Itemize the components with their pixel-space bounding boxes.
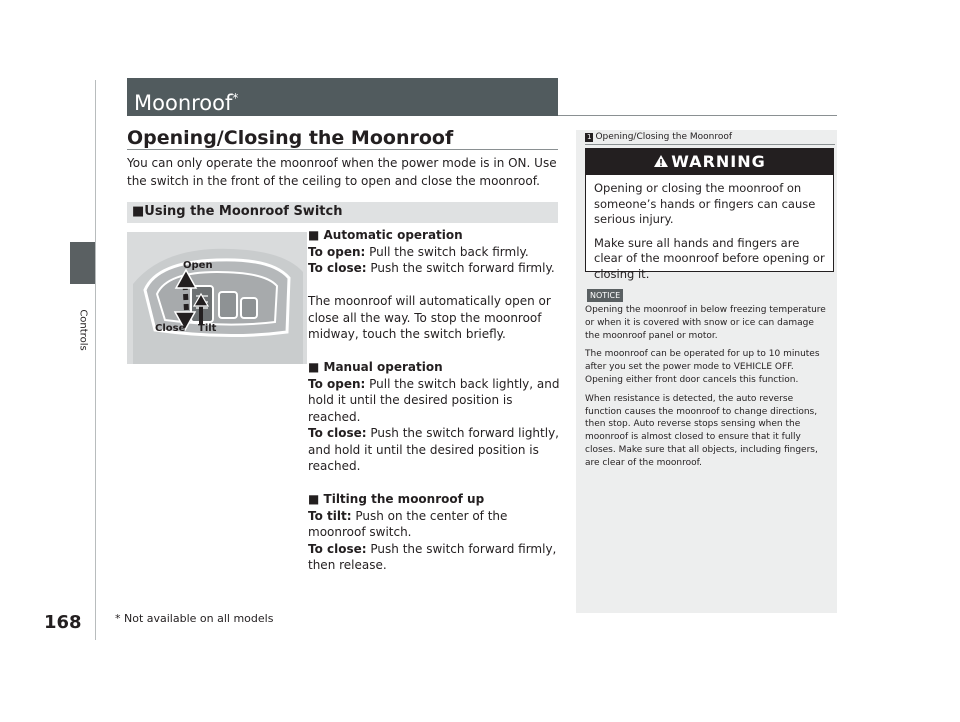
warning-triangle-icon — [653, 154, 669, 168]
tilt-label: Tilt — [198, 323, 217, 334]
warning-box — [585, 148, 834, 281]
availability-marker: * — [232, 91, 239, 105]
banner-title: Moonroof* — [134, 91, 239, 115]
manual-open-text: Pull the switch back lightly, and hold it until the desired position is reached. — [308, 376, 560, 424]
warning-text-2: Make sure all hands and fingers are clear of the moonroof before opening or closing it. — [594, 235, 825, 281]
page-heading: Opening/Closing the Moonroof — [127, 127, 454, 149]
instructions-column — [308, 227, 560, 590]
warning-text-1: Opening or closing the moonroof on someone’s hands or fingers can cause serious injury. — [594, 181, 816, 226]
tilt-operation-block — [308, 491, 560, 574]
sidebar-divider — [95, 80, 96, 640]
close-label: Close — [155, 323, 186, 334]
manual-close-text: Push the switch forward lightly, and hold it until the desired position is reached. — [308, 426, 559, 473]
notes-para-2: The moonroof can be operated for up to 10 minutes after you set the power mode to VEHICLE OFF. Opening either front door cancels this function. — [585, 349, 820, 385]
intro-paragraph: You can only operate the moonroof when the power mode is in ON. Use the switch in the front of the ceiling to open and close the moonroof. — [127, 156, 557, 188]
notes-reference — [585, 132, 732, 142]
subsection-heading — [127, 202, 558, 223]
reference-marker: 1 — [587, 133, 592, 141]
banner-rule — [558, 115, 837, 116]
manual-open-label: To open: — [308, 376, 366, 391]
notes-para-3: When resistance is detected, the auto reverse function causes the moonroof to change directions, then stop. Auto reverse stops sensing when the moonroof is almost closed to ensure that it fully closes. Make sure that all objects, including fingers, are clear of the moonroof. — [585, 393, 818, 468]
warning-text — [594, 181, 830, 290]
tilt-text: Push on the center of the moonroof switch. — [308, 508, 508, 539]
auto-open-text: Pull the switch back firmly. — [365, 244, 529, 259]
auto-note: The moonroof will automatically open or close all the way. To stop the moonroof midway, touch the switch briefly. — [308, 294, 551, 341]
auto-close-text: Push the switch forward firmly. — [366, 261, 555, 275]
auto-open-label: To open: — [308, 244, 366, 259]
page-number: 168 — [44, 612, 82, 633]
notes-body — [585, 304, 830, 476]
manual-operation-block — [308, 359, 560, 475]
notice-text: Opening the moonroof in below freezing temperature or when it is covered with snow or ice can damage the moonroof panel or motor. — [585, 305, 826, 341]
section-label: Controls — [77, 309, 89, 351]
switch-illustration — [127, 232, 307, 364]
reference-title: Opening/Closing the Moonroof — [595, 132, 733, 142]
auto-close-label: To close: — [308, 261, 367, 275]
warning-header — [586, 149, 833, 175]
footnote: * Not available on all models — [115, 612, 274, 625]
manual-heading: ■ Manual operation — [308, 360, 443, 374]
warning-title: WARNING — [671, 152, 766, 171]
tilt-label-text: To tilt: — [308, 508, 352, 523]
notice-badge: NOTICE — [587, 289, 623, 302]
tilt-close-text: Push the switch forward firmly, then release. — [308, 541, 557, 572]
chapter-banner — [127, 78, 558, 116]
moonroof-switch-diagram — [127, 232, 307, 364]
notes-rule — [585, 144, 835, 145]
heading-rule — [127, 149, 558, 150]
tilt-heading: ■ Tilting the moonroof up — [308, 492, 485, 506]
notes-panel — [576, 130, 837, 613]
auto-heading: ■ Automatic operation — [308, 228, 463, 242]
section-tab — [70, 242, 96, 284]
tilt-close-label: To close: — [308, 541, 367, 556]
open-label: Open — [183, 260, 213, 271]
subsection-title: ■Using the Moonroof Switch — [132, 204, 343, 219]
manual-close-label: To close: — [308, 426, 367, 440]
auto-operation-block — [308, 227, 560, 277]
